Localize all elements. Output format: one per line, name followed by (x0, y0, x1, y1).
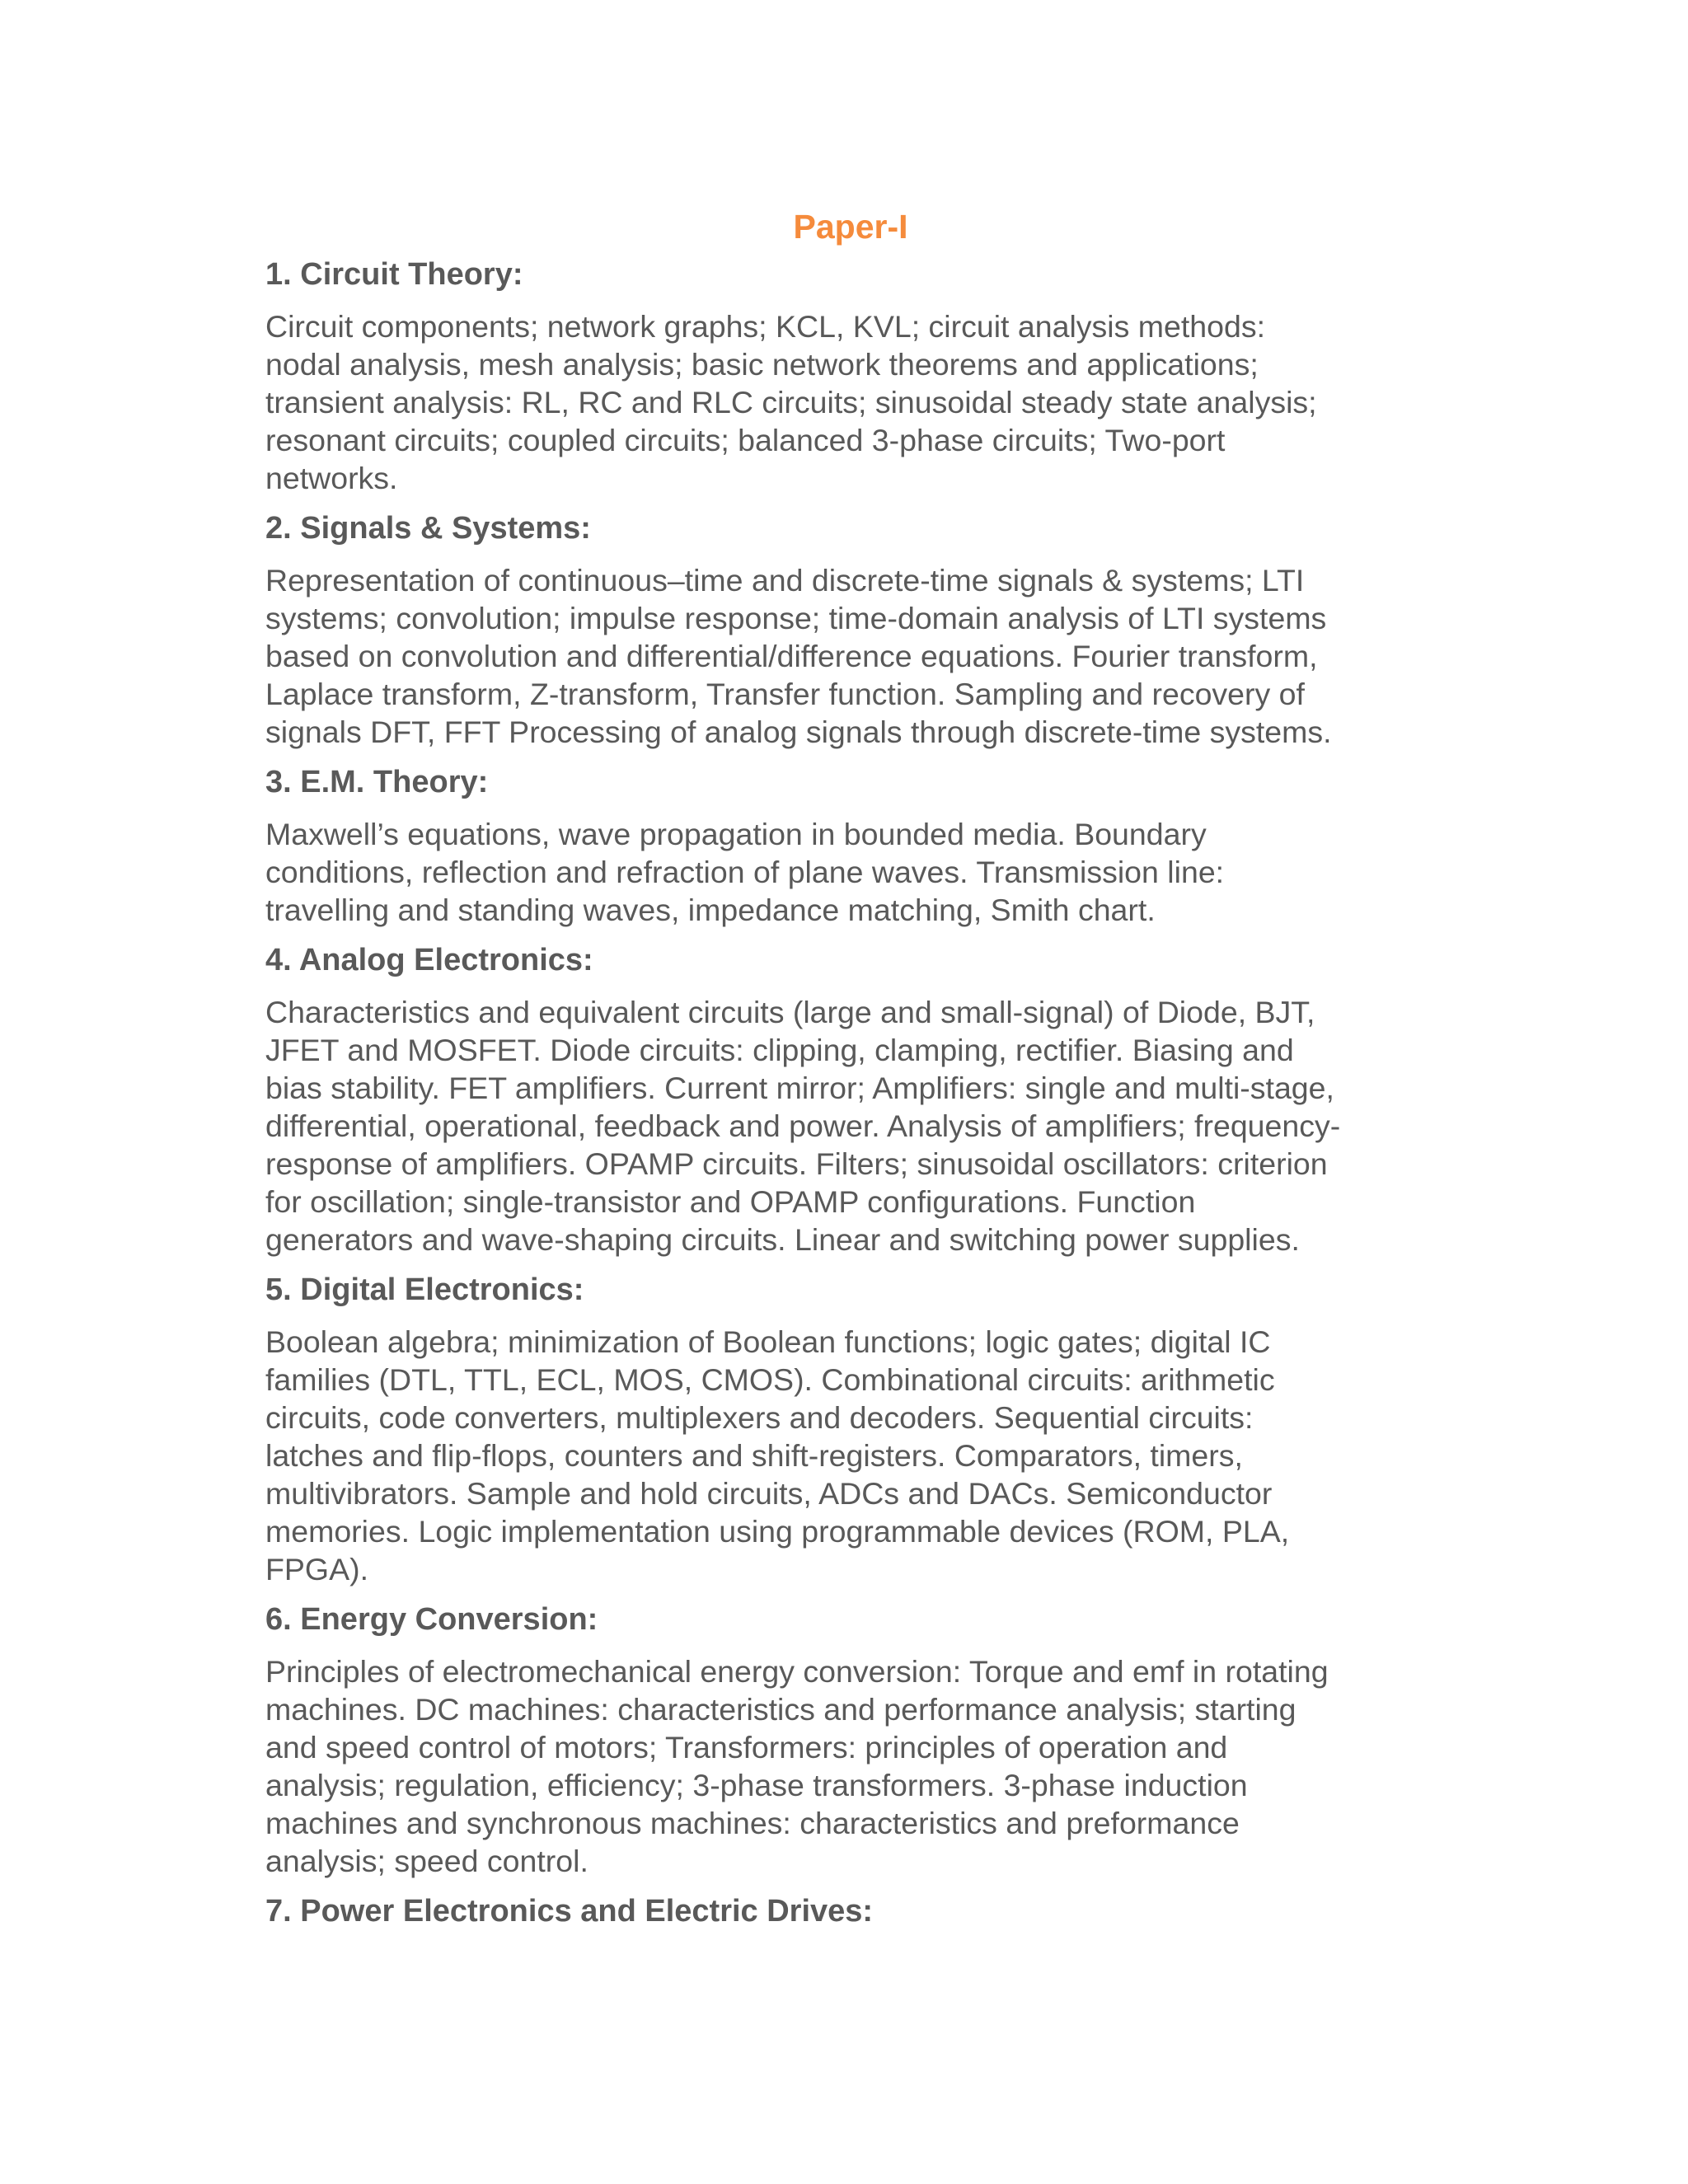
section-heading: 6. Energy Conversion: (265, 1602, 598, 1637)
body-line: conditions, reflection and refraction of plane waves. Transmission line: (265, 855, 1225, 889)
body-line: FPGA). (265, 1552, 369, 1586)
body-line: memories. Logic implementation using programmable devices (ROM, PLA, (265, 1514, 1290, 1549)
body-line: nodal analysis, mesh analysis; basic network theorems and applications; (265, 347, 1259, 382)
body-line: generators and wave-shaping circuits. Linear and switching power supplies. (265, 1222, 1300, 1257)
sections-container (265, 255, 1436, 1930)
body-line: bias stability. FET amplifiers. Current mirror; Amplifiers: single and multi-stage, (265, 1071, 1334, 1105)
body-line: Circuit components; network graphs; KCL, KVL; circuit analysis methods: (265, 309, 1266, 344)
page-title: Paper-I (793, 208, 908, 246)
syllabus-section (265, 255, 1436, 497)
section-body (265, 1323, 1436, 1588)
body-line: multivibrators. Sample and hold circuits, ADCs and DACs. Semiconductor (265, 1476, 1273, 1511)
body-line: and speed control of motors; Transformers: principles of operation and (265, 1730, 1228, 1765)
body-line: response of amplifiers. OPAMP circuits. Filters; sinusoidal oscillators: criterion (265, 1146, 1328, 1181)
body-line: machines and synchronous machines: characteristics and preformance (265, 1806, 1240, 1840)
section-body (265, 1652, 1436, 1880)
section-heading: 7. Power Electronics and Electric Drives: (265, 1894, 874, 1929)
syllabus-section (265, 1601, 1436, 1880)
section-body (265, 815, 1436, 929)
body-line: systems; convolution; impulse response; time-domain analysis of LTI systems (265, 601, 1327, 635)
body-line: travelling and standing waves, impedance matching, Smith chart. (265, 893, 1156, 927)
section-heading: 1. Circuit Theory: (265, 257, 523, 292)
section-body (265, 307, 1436, 497)
body-line: machines. DC machines: characteristics and performance analysis; starting (265, 1692, 1296, 1727)
section-heading: 3. E.M. Theory: (265, 765, 489, 799)
body-line: resonant circuits; coupled circuits; balanced 3-phase circuits; Two-port (265, 423, 1226, 457)
body-line: based on convolution and differential/difference equations. Fourier transform, (265, 639, 1318, 673)
syllabus-section (265, 941, 1436, 1258)
section-heading: 2. Signals & Systems: (265, 511, 591, 546)
document-page (265, 198, 1436, 1944)
body-line: Principles of electromechanical energy conversion: Torque and emf in rotating (265, 1654, 1329, 1689)
body-line: Boolean algebra; minimization of Boolean functions; logic gates; digital IC (265, 1324, 1271, 1359)
syllabus-section (265, 509, 1436, 751)
section-body (265, 561, 1436, 751)
body-line: analysis; speed control. (265, 1844, 588, 1878)
body-line: differential, operational, feedback and power. Analysis of amplifiers; frequency- (265, 1108, 1341, 1143)
syllabus-section (265, 763, 1436, 929)
body-line: JFET and MOSFET. Diode circuits: clipping, clamping, rectifier. Biasing and (265, 1033, 1294, 1067)
body-line: Maxwell’s equations, wave propagation in bounded media. Boundary (265, 817, 1207, 851)
body-line: signals DFT, FFT Processing of analog signals through discrete-time systems. (265, 715, 1332, 749)
body-line: Laplace transform, Z-transform, Transfer function. Sampling and recovery of (265, 677, 1305, 711)
syllabus-section (265, 1271, 1436, 1588)
body-line: for oscillation; single-transistor and OPAMP configurations. Function (265, 1184, 1196, 1219)
section-heading: 4. Analog Electronics: (265, 943, 593, 977)
body-line: families (DTL, TTL, ECL, MOS, CMOS). Combinational circuits: arithmetic (265, 1362, 1275, 1397)
body-line: Representation of continuous–time and discrete-time signals & systems; LTI (265, 563, 1305, 598)
body-line: analysis; regulation, efficiency; 3-phase transformers. 3-phase induction (265, 1768, 1248, 1802)
body-line: Characteristics and equivalent circuits (large and small-signal) of Diode, BJT, (265, 995, 1315, 1029)
section-heading: 5. Digital Electronics: (265, 1272, 584, 1307)
section-body (265, 993, 1436, 1258)
body-line: transient analysis: RL, RC and RLC circuits; sinusoidal steady state analysis; (265, 385, 1317, 419)
syllabus-section (265, 1892, 1436, 1930)
body-line: networks. (265, 461, 398, 495)
body-line: circuits, code converters, multiplexers and decoders. Sequential circuits: (265, 1400, 1254, 1435)
body-line: latches and flip-flops, counters and shift-registers. Comparators, timers, (265, 1438, 1243, 1473)
